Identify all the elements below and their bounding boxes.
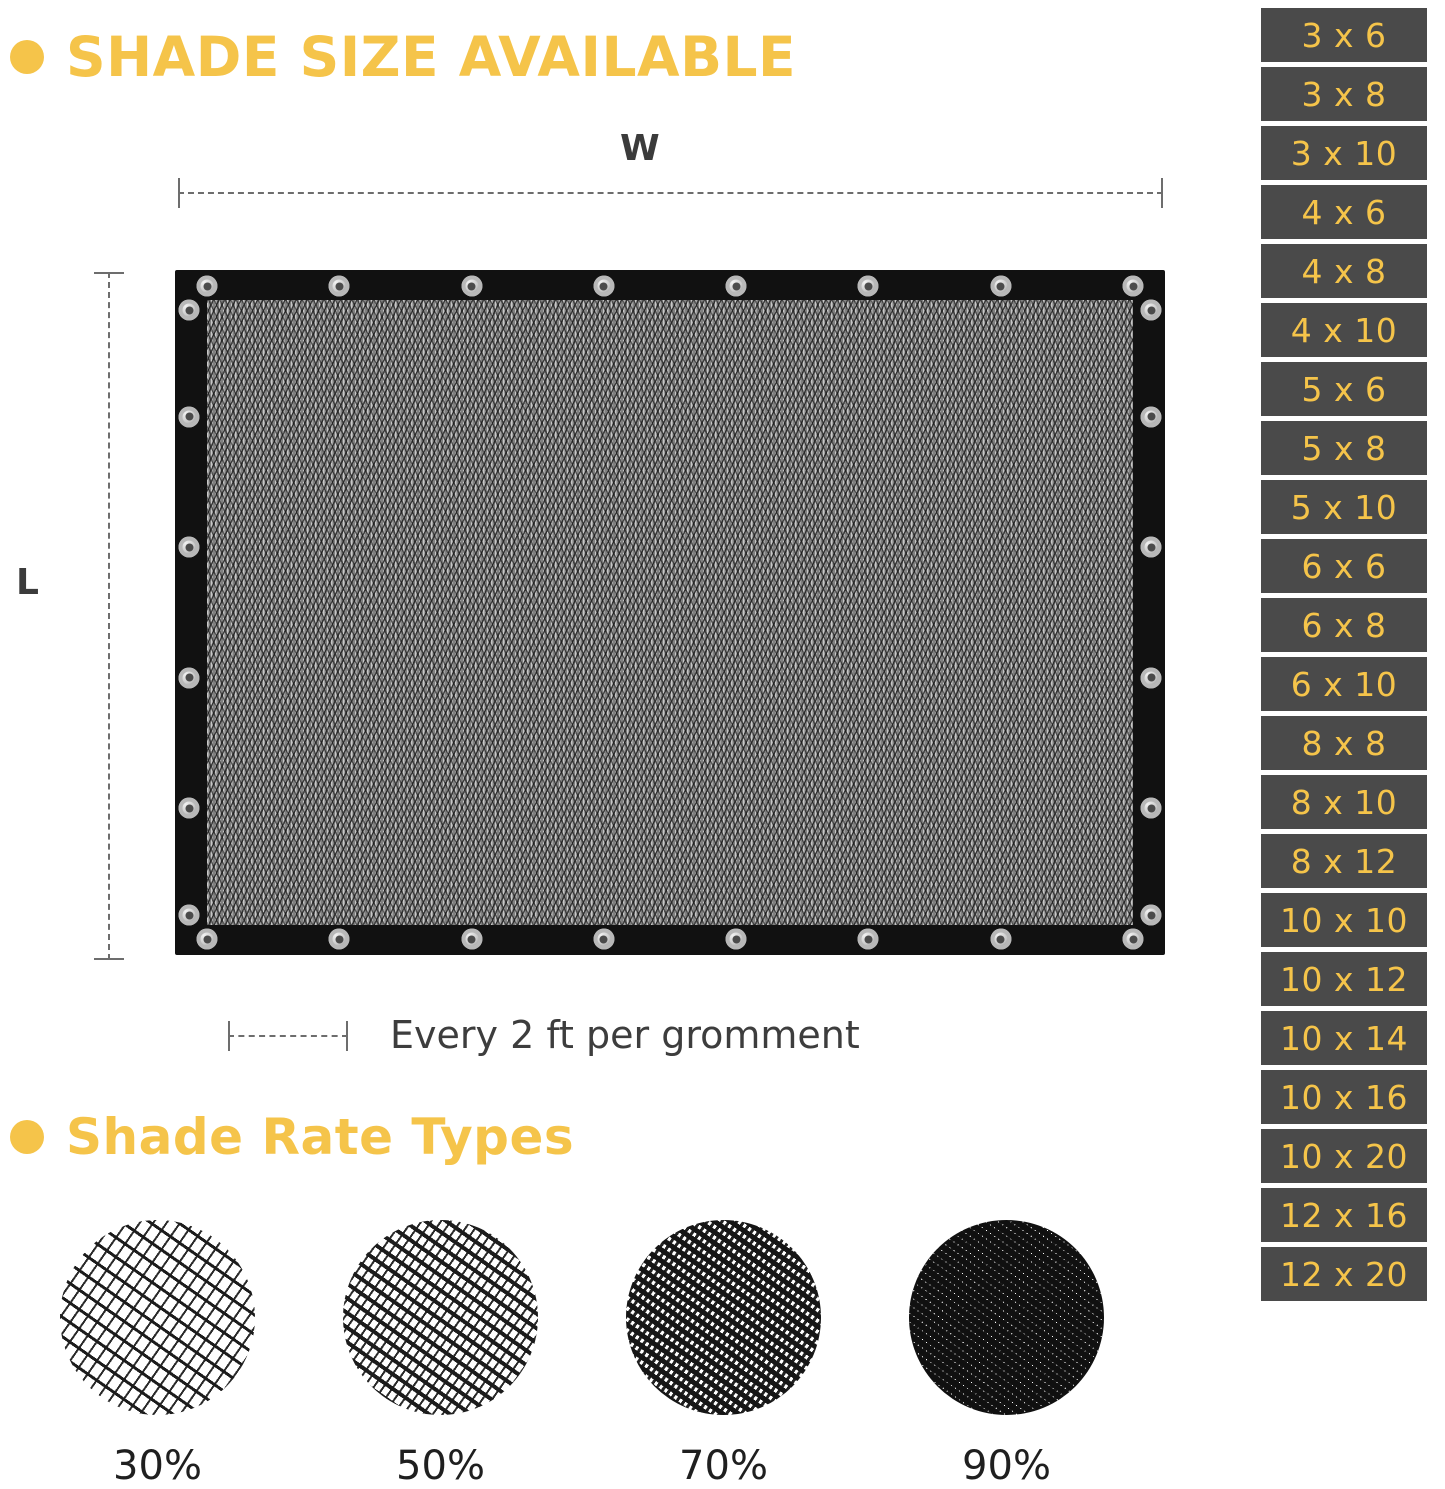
length-tick-bottom <box>94 958 124 960</box>
grommet <box>1141 905 1162 926</box>
size-chip[interactable]: 4 x 10 <box>1261 303 1427 357</box>
size-chip[interactable]: 10 x 20 <box>1261 1129 1427 1183</box>
shade-rate-item <box>909 1220 1104 1489</box>
grommet <box>179 537 200 558</box>
grommet <box>179 406 200 427</box>
size-chip[interactable]: 4 x 8 <box>1261 244 1427 298</box>
size-chip[interactable]: 4 x 6 <box>1261 185 1427 239</box>
size-chip[interactable]: 3 x 8 <box>1261 67 1427 121</box>
grommet <box>329 276 350 297</box>
grommet-spacing-tick-left <box>228 1021 230 1051</box>
size-chip[interactable]: 6 x 10 <box>1261 657 1427 711</box>
size-chip[interactable]: 6 x 8 <box>1261 598 1427 652</box>
grommet <box>179 798 200 819</box>
grommet <box>179 905 200 926</box>
shade-rate-swatch <box>60 1220 255 1415</box>
bullet-dot-icon <box>10 40 44 74</box>
grommet <box>858 929 879 950</box>
size-chip[interactable]: 6 x 6 <box>1261 539 1427 593</box>
shade-panel-diagram <box>175 270 1165 955</box>
grommet <box>1141 667 1162 688</box>
size-chip[interactable]: 8 x 10 <box>1261 775 1427 829</box>
size-chip[interactable]: 5 x 10 <box>1261 480 1427 534</box>
shade-rate-item <box>343 1220 538 1489</box>
shade-rate-list <box>60 1220 1240 1489</box>
size-chip[interactable]: 5 x 8 <box>1261 421 1427 475</box>
shade-rate-item <box>60 1220 255 1489</box>
size-chip[interactable]: 3 x 6 <box>1261 8 1427 62</box>
size-chip[interactable]: 8 x 8 <box>1261 716 1427 770</box>
grommet <box>461 929 482 950</box>
size-chip[interactable]: 12 x 16 <box>1261 1188 1427 1242</box>
length-dimension-label: L <box>16 562 39 603</box>
shade-size-heading-label: SHADE SIZE AVAILABLE <box>66 25 797 89</box>
grommet <box>1141 798 1162 819</box>
size-chip[interactable]: 10 x 10 <box>1261 893 1427 947</box>
length-dimension-line <box>108 272 110 960</box>
width-tick-left <box>178 178 180 208</box>
shade-rate-heading <box>10 1110 574 1164</box>
grommet <box>593 276 614 297</box>
grommet <box>1141 406 1162 427</box>
width-dimension-line <box>178 192 1163 194</box>
grommet <box>461 276 482 297</box>
size-chip[interactable]: 12 x 20 <box>1261 1247 1427 1301</box>
size-chip[interactable]: 3 x 10 <box>1261 126 1427 180</box>
shade-rate-label: 70% <box>679 1443 768 1489</box>
shade-rate-heading-label: Shade Rate Types <box>66 1108 575 1166</box>
grommet-spacing-tick-right <box>346 1021 348 1051</box>
grommet <box>329 929 350 950</box>
grommet <box>1123 276 1144 297</box>
grommet <box>1141 537 1162 558</box>
grommet <box>726 929 747 950</box>
panel-mesh-fabric <box>207 300 1133 925</box>
shade-rate-swatch <box>343 1220 538 1415</box>
grommet-spacing-line <box>228 1035 348 1037</box>
shade-rate-item <box>626 1220 821 1489</box>
size-chip[interactable]: 5 x 6 <box>1261 362 1427 416</box>
size-chip[interactable]: 10 x 14 <box>1261 1011 1427 1065</box>
shade-rate-swatch <box>626 1220 821 1415</box>
shade-rate-label: 50% <box>396 1443 485 1489</box>
size-chip[interactable]: 10 x 16 <box>1261 1070 1427 1124</box>
size-chip[interactable]: 8 x 12 <box>1261 834 1427 888</box>
grommet <box>593 929 614 950</box>
size-chip[interactable]: 10 x 12 <box>1261 952 1427 1006</box>
grommet <box>858 276 879 297</box>
grommet <box>1123 929 1144 950</box>
grommet-spacing-note: Every 2 ft per gromment <box>390 1013 860 1057</box>
grommet <box>990 929 1011 950</box>
grommet <box>179 667 200 688</box>
grommet <box>197 929 218 950</box>
shade-rate-label: 90% <box>962 1443 1051 1489</box>
grommet <box>179 300 200 321</box>
grommet <box>726 276 747 297</box>
shade-rate-label: 30% <box>113 1443 202 1489</box>
shade-size-heading <box>10 25 797 89</box>
bullet-dot-icon <box>10 1120 44 1154</box>
size-list <box>1261 8 1427 1301</box>
length-tick-top <box>94 272 124 274</box>
grommet <box>990 276 1011 297</box>
grommet <box>197 276 218 297</box>
width-tick-right <box>1161 178 1163 208</box>
width-dimension-label: W <box>620 128 660 169</box>
shade-rate-swatch <box>909 1220 1104 1415</box>
grommet <box>1141 300 1162 321</box>
